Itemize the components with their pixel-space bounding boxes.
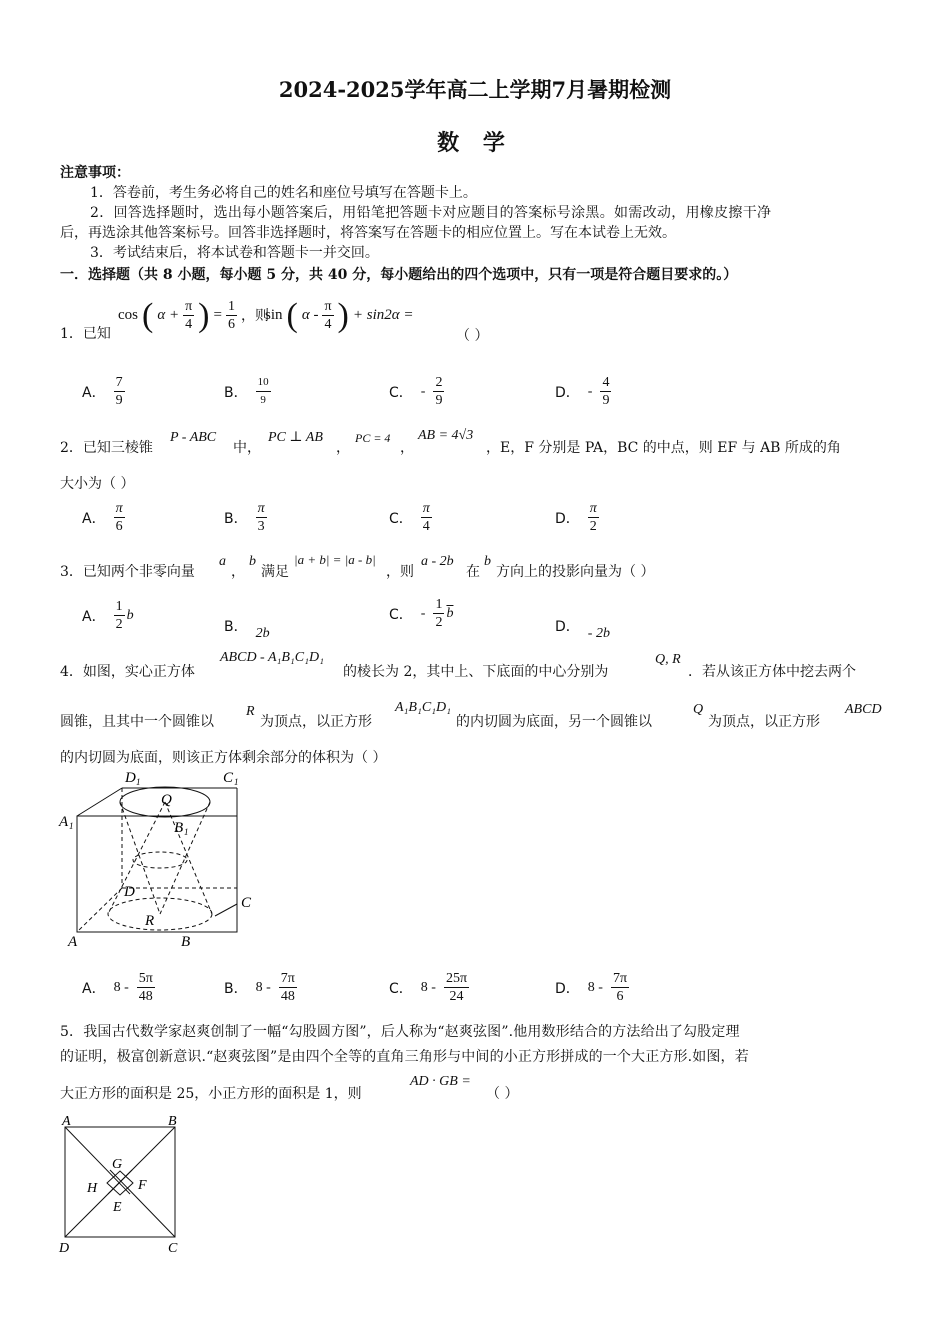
fig-label-b1: B (174, 820, 184, 836)
q2-comma-2: ， (400, 440, 414, 456)
q4-edge: 的棱长为 2，其中上、下底面的中心分别为 (343, 664, 609, 680)
q2-option-a[interactable]: A． $\frac{\pi}{6}$ (82, 501, 123, 534)
exam-title: 2024-2025学年高二上学期7月暑期检测 (278, 77, 672, 102)
q5-paren: （ ） (486, 1086, 519, 1102)
q3-then: ，则 (386, 564, 414, 580)
q4-l3: 的内切圆为底面，则该正方体剩余部分的体积为（ ） (60, 750, 387, 766)
svg-text:1: 1 (234, 777, 239, 787)
notice-item-2-cont: 后，再选涂其他答案标号。回答非选择题时，将答案写在答题卡的相应位置上。写在本试卷上无效。 (60, 225, 676, 241)
fig5-label-h: H (87, 1181, 98, 1196)
fig-label-c1: C (223, 770, 234, 786)
q2-perp: PC ⊥ AB (268, 430, 323, 445)
q3-vec-b2: b (484, 554, 491, 569)
q2-rest: ，E，F 分别是 PA，BC 的中点，则 EF 与 AB 所成的角 (486, 440, 841, 456)
q2-prefix: 2．已知三棱锥 (60, 440, 153, 456)
q2-pyramid: P - ABC (170, 430, 217, 445)
q3-expr: a - 2b (421, 554, 454, 569)
q4-l2c: 的内切圆为底面，另一个圆锥以 (456, 714, 652, 730)
section-heading: 一．选择题（共 8 小题，每小题 5 分，共 40 分，每小题给出的四个选项中，只有一项是符合题目要求的。） (60, 267, 738, 283)
q2-comma-1: ， (336, 440, 350, 456)
q3-vec-a: a (219, 554, 226, 569)
notice-item-2: 2．回答选择题时，选出每小题答案后，用铅笔把答题卡对应题目的答案标号涂黑。如需改动，用橡皮擦干净 (90, 205, 772, 221)
q2-zhong: 中， (233, 440, 261, 456)
cube-cone-figure (55, 766, 265, 952)
subject-title: 数 学 (437, 130, 513, 156)
q1-pi-over-4: $\frac{\pi}{4}$ (185, 299, 193, 332)
fig5-label-a: A (62, 1115, 71, 1129)
q3-option-a[interactable]: A． $\frac{1}{2}$ b (82, 599, 134, 632)
q2-ab: AB = 4√3 (418, 428, 474, 443)
q1-given-expression: cos ( α + $\frac{\pi}{4}$ ) = $\frac{1}{6}$ ，则 (118, 296, 269, 334)
q4-prefix: 4．如图，实心正方体 (60, 664, 195, 680)
fig5-label-d: D (59, 1241, 70, 1256)
q4-l2d: 为顶点，以正方形 (708, 714, 820, 730)
fig-label-c: C (241, 895, 252, 911)
svg-text:1: 1 (69, 821, 74, 831)
q2-pc: PC = 4 (355, 431, 391, 445)
q5-line1: 5．我国古代数学家赵爽创制了一幅“勾股圆方图”，后人称为“赵爽弦图”.他用数形结合的方法给出了勾股定理 (60, 1024, 740, 1040)
svg-text:1: 1 (136, 777, 141, 787)
fig-label-a: A (68, 934, 78, 950)
fig-label-b: B (181, 934, 191, 950)
q1-paren: （ ） (456, 328, 489, 344)
q4-l1-tail: ．若从该正方体中挖去两个 (688, 664, 856, 680)
notice-heading: 注意事项： (60, 165, 130, 181)
q5-dot-product: AD · GB = (410, 1074, 471, 1089)
q3-comma: ， (231, 564, 245, 580)
q2-line2: 大小为（ ） (60, 476, 135, 492)
fig-label-q: Q (161, 792, 172, 808)
q1-option-b[interactable]: B． $\frac{10}{9}$ (224, 376, 269, 406)
q5-line2: 的证明，极富创新意识.“赵爽弦图”是由四个全等的直角三角形与中间的小正方形拼成的一个大正方形.如图，若 (60, 1049, 749, 1065)
q4-cube: ABCD - A₁B₁C₁D₁ (220, 650, 324, 665)
q4-option-c[interactable]: C． 8 - $\frac{25\pi}{24}$ (389, 971, 468, 1004)
q4-r: R (246, 704, 255, 719)
svg-text:1: 1 (184, 827, 189, 837)
q3-option-b[interactable]: B． 2b (224, 619, 270, 641)
fig5-label-g: G (112, 1157, 123, 1172)
q3-satisfy: 满足 (261, 564, 289, 580)
q5-line3: 大正方形的面积是 25，小正方形的面积是 1，则 (60, 1086, 362, 1102)
q2-option-c[interactable]: C． $\frac{\pi}{4}$ (389, 501, 430, 534)
q4-option-d[interactable]: D． 8 - $\frac{7\pi}{6}$ (555, 971, 628, 1004)
q4-l2b: 为顶点，以正方形 (260, 714, 372, 730)
q4-bottom-square: ABCD (845, 702, 882, 717)
q3-option-c[interactable]: C． - $\frac{1}{2}$ $\overline{b}$ (389, 597, 454, 630)
q1-target-expression: sin ( α - $\frac{\pi}{4}$ ) + sin2α = (265, 296, 414, 334)
fig5-label-f: F (138, 1178, 147, 1193)
q2-option-d[interactable]: D． $\frac{\pi}{2}$ (555, 501, 597, 534)
q4-option-b[interactable]: B． 8 - $\frac{7\pi}{48}$ (224, 971, 295, 1004)
q4-qr: Q, R (655, 652, 681, 667)
q3-prefix: 3．已知两个非零向量 (60, 564, 195, 580)
fig5-label-c: C (168, 1241, 178, 1256)
q3-vec-b: b (249, 554, 256, 569)
q3-condition: |a + b| = |a - b| (294, 552, 376, 567)
fig5-label-b: B (168, 1115, 177, 1129)
fig-label-d1: D (125, 770, 136, 786)
q4-l2a: 圆锥，且其中一个圆锥以 (60, 714, 214, 730)
q2-option-b[interactable]: B． $\frac{\pi}{3}$ (224, 501, 265, 534)
q1-prefix: 1．已知 (60, 326, 111, 342)
notice-item-1: 1．答卷前，考生务必将自己的姓名和座位号填写在答题卡上。 (90, 185, 477, 201)
q3-option-d[interactable]: D． - 2b (555, 619, 610, 641)
q1-option-d[interactable]: D． - $\frac{4}{9}$ (555, 375, 610, 408)
notice-item-3: 3．考试结束后，将本试卷和答题卡一并交回。 (90, 245, 379, 261)
q4-top-square: A₁B₁C₁D₁ (395, 700, 452, 715)
fig-label-a1: A (59, 814, 69, 830)
fig-label-d: D (124, 884, 135, 900)
q1-option-a[interactable]: A． $\frac{7}{9}$ (82, 375, 123, 408)
q3-on: 在 (466, 564, 480, 580)
fig-label-r: R (145, 913, 155, 929)
q1-pi-over-4-b: $\frac{\pi}{4}$ (324, 299, 332, 332)
q4-option-a[interactable]: A． 8 - $\frac{5\pi}{48}$ (82, 971, 153, 1004)
zhao-shuang-figure (55, 1115, 195, 1257)
q3-rest: 方向上的投影向量为（ ） (496, 564, 655, 580)
fig5-label-e: E (113, 1200, 122, 1215)
q1-option-c[interactable]: C． - $\frac{2}{9}$ (389, 375, 443, 408)
q1-one-sixth: $\frac{1}{6}$ (227, 299, 235, 332)
q4-q: Q (693, 702, 704, 717)
